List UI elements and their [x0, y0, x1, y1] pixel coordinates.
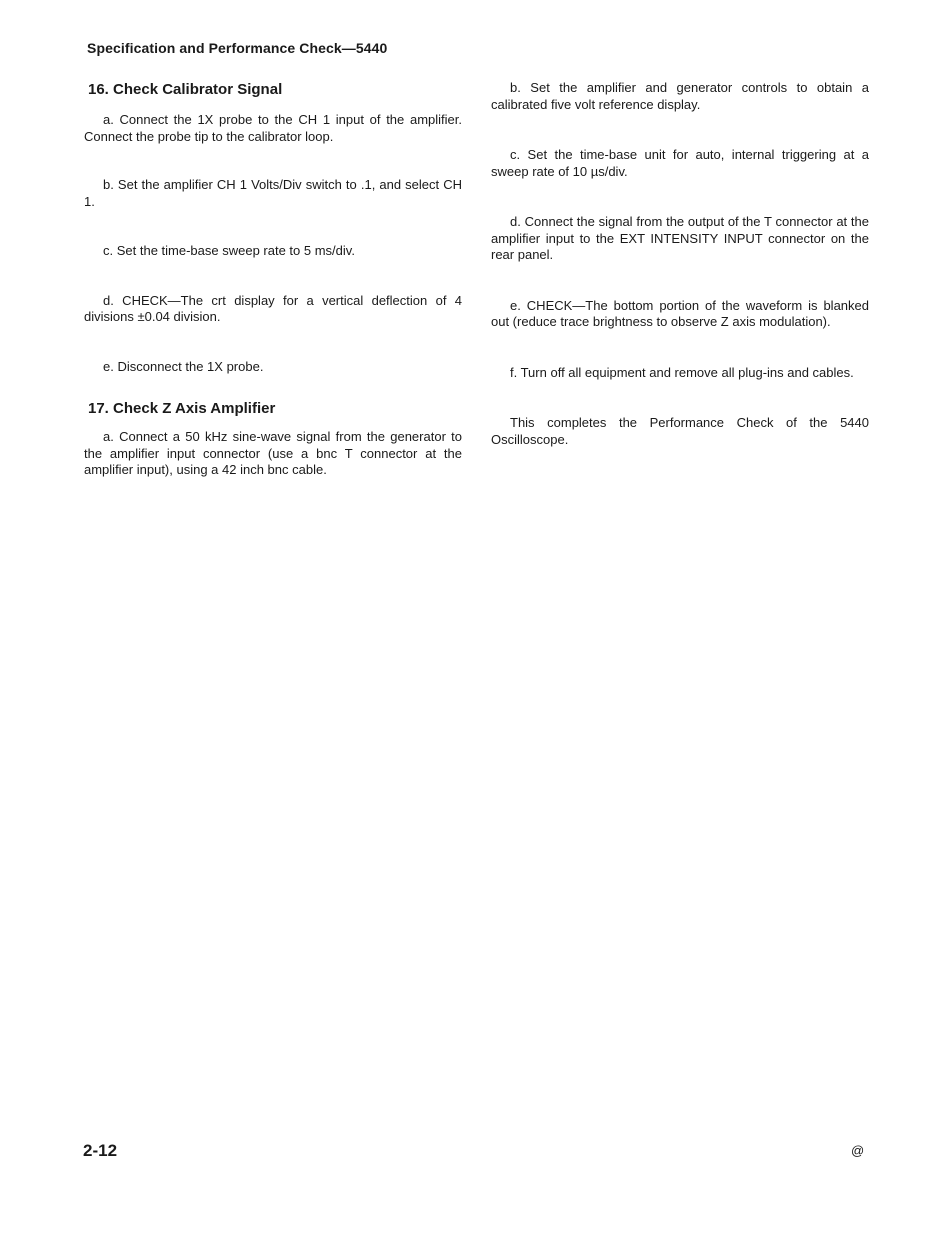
footer-mark: @: [851, 1143, 865, 1158]
step-16b: b. Set the amplifier CH 1 Volts/Div switch to .1, and select CH 1.: [84, 177, 462, 209]
step-16d: d. CHECK—The crt display for a vertical deflection of 4 divisions ±0.04 division.: [84, 292, 462, 324]
page-number: 2-12: [83, 1141, 118, 1160]
step-17c: c. Set the time-base unit for auto, internal triggering at a sweep rate of 10 µs/div.: [491, 147, 869, 179]
step-17d: d. Connect the signal from the output of the T connector at the amplifier input to the EXT INTENSITY INPUT connector on the rear panel.: [491, 214, 869, 262]
step-17e: e. CHECK—The bottom portion of the waveform is blanked out (reduce trace brightness to observe Z axis modulation).: [491, 297, 869, 329]
step-16e: e. Disconnect the 1X probe.: [103, 358, 264, 374]
right-column: [491, 80, 869, 448]
section-16-heading: 16. Check Calibrator Signal: [88, 81, 283, 98]
step-17b: b. Set the amplifier and generator controls to obtain a calibrated five volt reference display.: [491, 80, 869, 112]
section-17-heading: 17. Check Z Axis Amplifier: [88, 400, 276, 417]
completion-note: This completes the Performance Check of the 5440 Oscilloscope.: [491, 415, 869, 447]
left-column: [84, 80, 462, 479]
step-17a: a. Connect a 50 kHz sine-wave signal from the generator to the amplifier input connector (use a bnc T connector at the amplifier input), using a 42 inch bnc cable.: [84, 429, 462, 477]
step-17f: f. Turn off all equipment and remove all plug-ins and cables.: [510, 364, 854, 380]
step-16c: c. Set the time-base sweep rate to 5 ms/div.: [103, 243, 355, 258]
step-16a: a. Connect the 1X probe to the CH 1 input of the amplifier. Connect the probe tip to the calibrator loop.: [84, 112, 462, 144]
page-header-title: Specification and Performance Check—5440: [87, 40, 388, 56]
